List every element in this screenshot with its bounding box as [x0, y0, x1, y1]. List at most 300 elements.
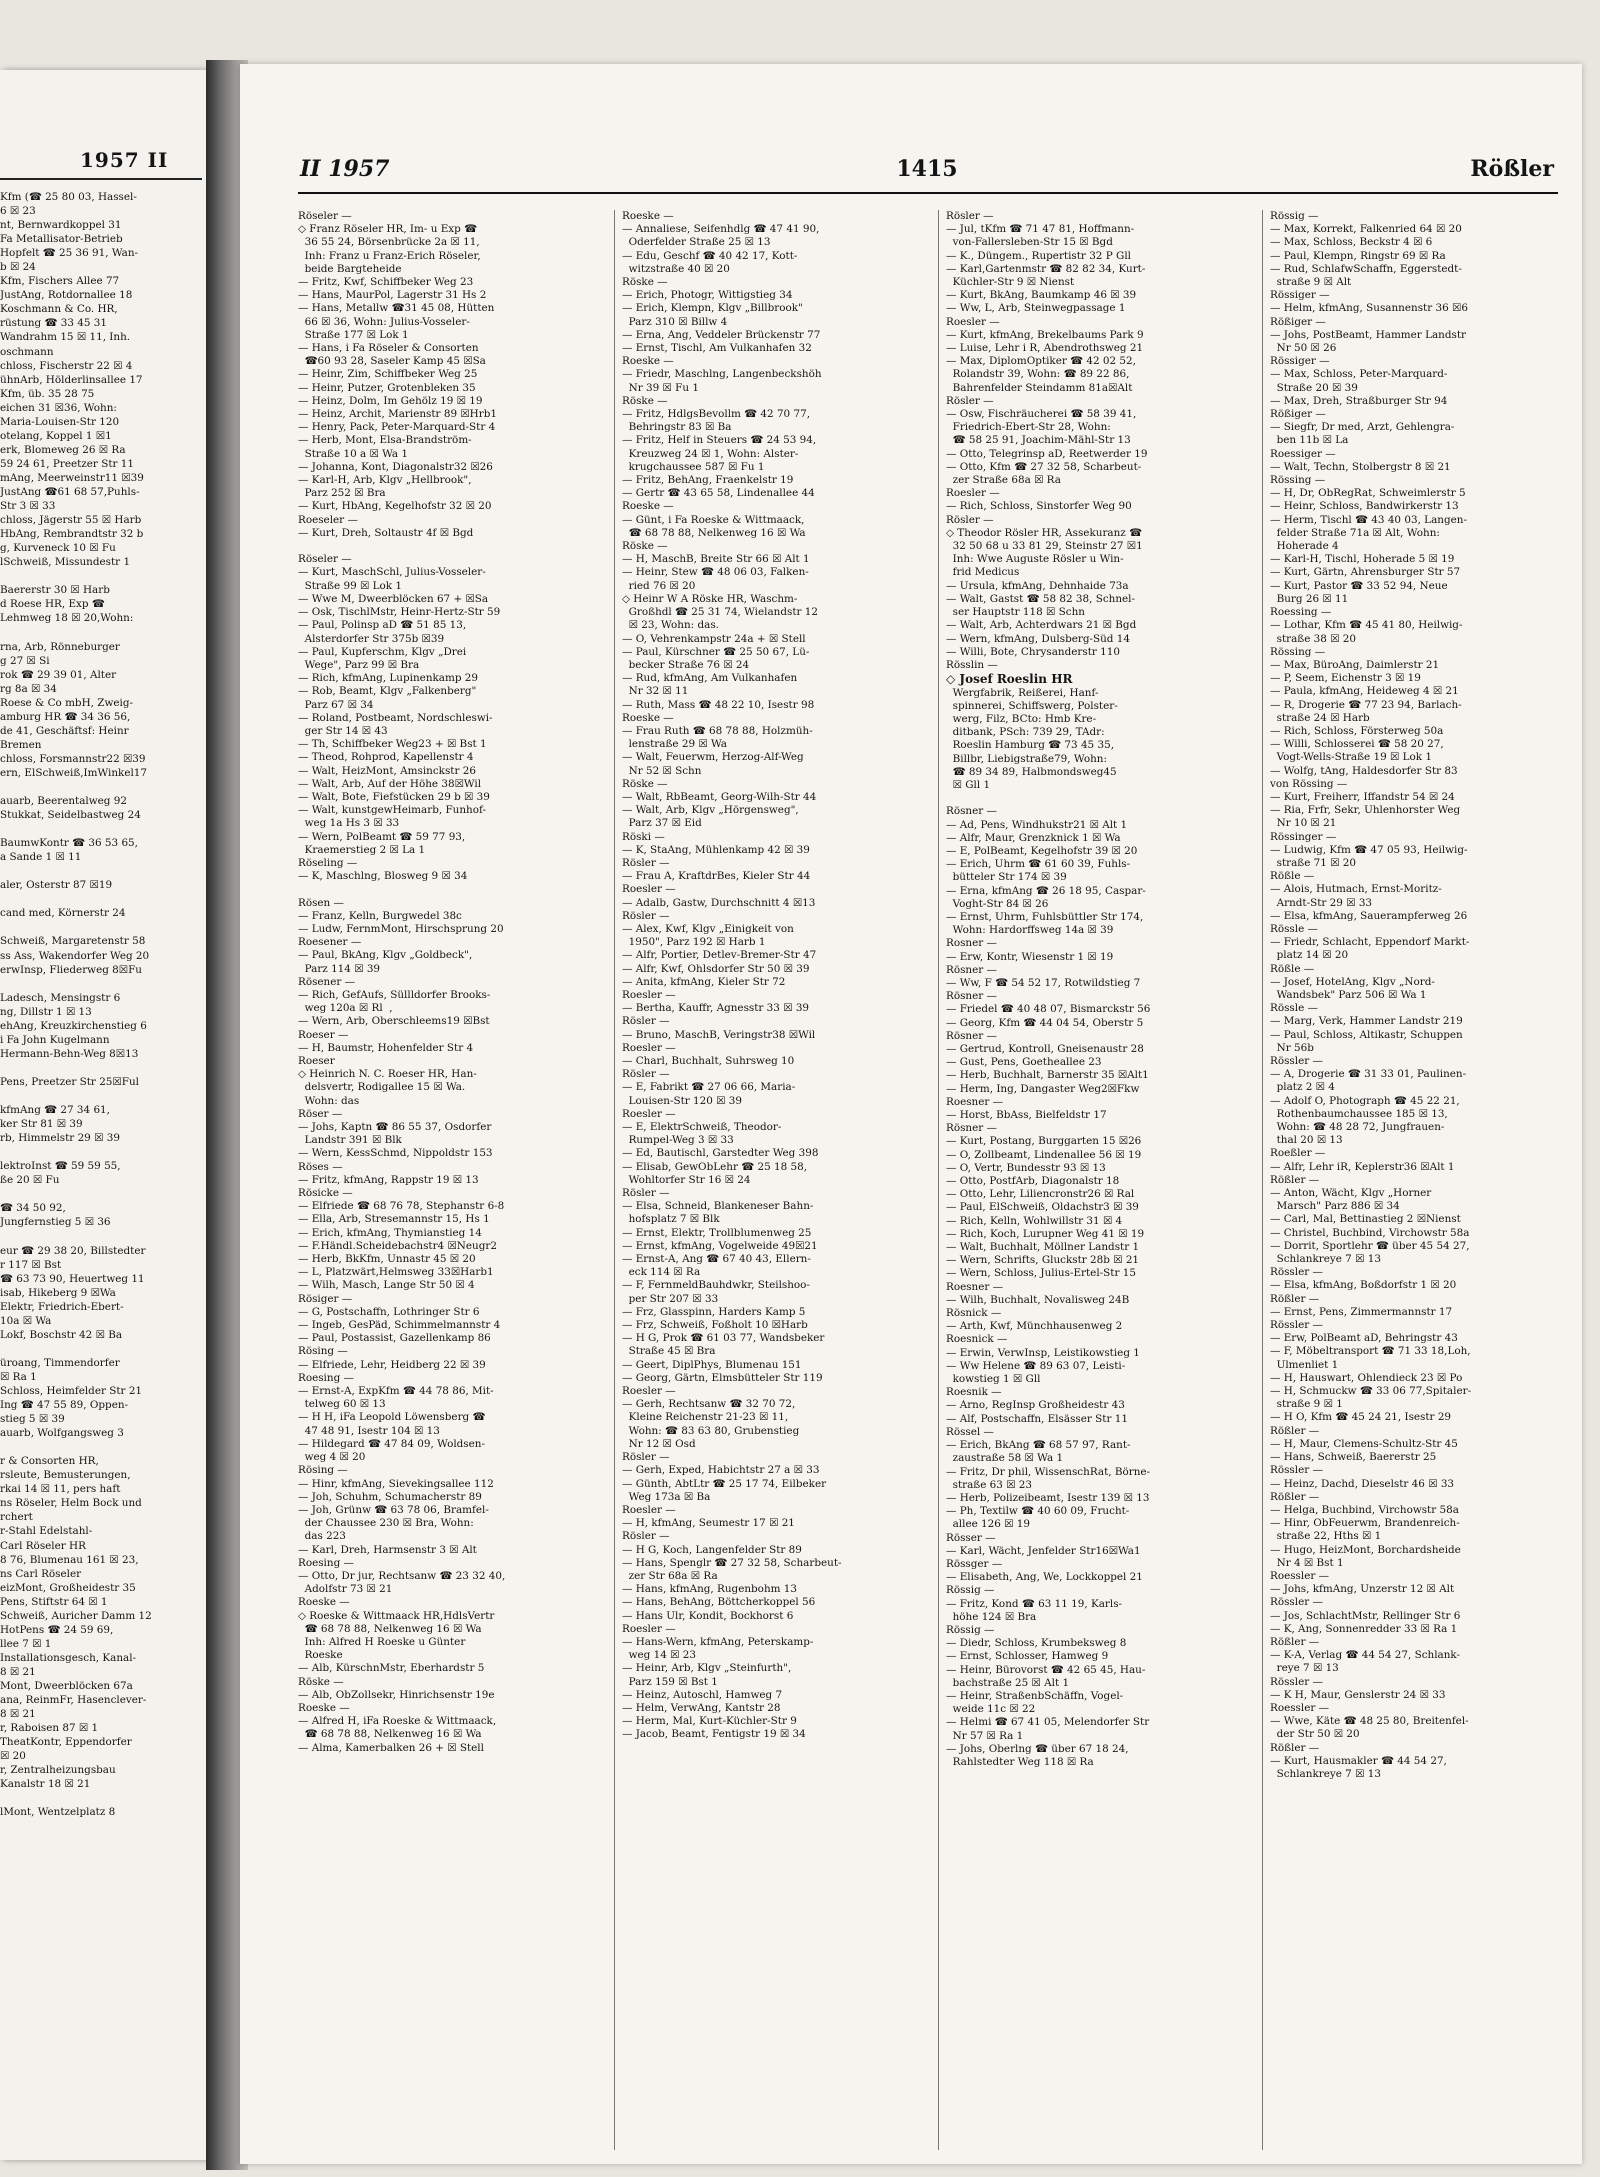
directory-entry-line: ns Carl Röseler: [0, 1567, 82, 1580]
directory-entry-line: Rösler —: [946, 210, 994, 222]
directory-entry-line: — Johs, kfmAng, Unzerstr 12 ☒ Alt: [1270, 1583, 1455, 1596]
directory-entry-line: mAng, Meerweinstr11 ☒39: [0, 471, 144, 484]
directory-entry-line: Roeske —: [622, 210, 674, 222]
directory-entry-line: ser Hauptstr 118 ☒ Schn: [946, 606, 1085, 619]
directory-entry-line: — Charl, Buchhalt, Suhrsweg 10: [622, 1055, 795, 1067]
directory-entry-line: — Wern, Schrifts, Gluckstr 28b ☒ 21: [946, 1254, 1140, 1267]
directory-entry-line: — Walt, Buchhalt, Möllner Landstr 1: [946, 1241, 1140, 1254]
directory-entry-line: Roeslin Hamburg ☎ 73 45 35,: [946, 739, 1115, 752]
directory-entry-line: Kanalstr 18 ☒ 21: [0, 1778, 91, 1791]
directory-entry-line: — Paul, Polinsp aD ☎ 51 85 13,: [298, 619, 467, 632]
directory-entry-line: — Jacob, Beamt, Fentigstr 19 ☒ 34: [622, 1728, 806, 1741]
directory-entry-line: Rößle —: [1270, 870, 1315, 883]
directory-entry-line: rüstung ☎ 33 45 31: [0, 317, 108, 330]
directory-entry-line: Rösler —: [946, 394, 994, 407]
directory-entry-line: Roesing —: [298, 1371, 354, 1384]
directory-entry-line: lMont, Wentzelplatz 8: [0, 1806, 116, 1819]
directory-entry-line: Roessiger —: [1270, 447, 1336, 460]
directory-entry-line: — Kurt, Postang, Burggarten 15 ☒26: [946, 1135, 1142, 1148]
directory-entry-line: — Ernst, Pens, Zimmermannstr 17: [1270, 1305, 1453, 1318]
directory-entry-line: Roesler —: [622, 1041, 676, 1054]
directory-entry-line: Rösler —: [622, 1530, 670, 1543]
directory-entry-line: — Herb, Mont, Elsa-Brandström-: [298, 434, 472, 447]
directory-entry-line: [946, 792, 1254, 805]
directory-entry-line: — Johanna, Kont, Diagonalstr32 ☒26: [298, 460, 493, 473]
directory-entry-line: — Johs, Oberlng ☎ über 67 18 24,: [946, 1742, 1129, 1755]
directory-entry-line: Rösler —: [622, 909, 670, 922]
directory-entry-line: Rössler —: [1270, 1464, 1323, 1477]
column-divider: [938, 210, 939, 2150]
directory-entry-line: Rösner —: [946, 1029, 997, 1042]
directory-entry-line: — Hans-Wern, kfmAng, Peterskamp-: [622, 1635, 814, 1648]
directory-entry-line: weide 11c ☒ 22: [946, 1703, 1036, 1716]
directory-entry-line: Nr 32 ☒ 11: [622, 685, 689, 698]
directory-entry-line: — Willi, Bote, Chrysanderstr 110: [946, 645, 1120, 658]
page-number: 1415: [896, 156, 958, 182]
directory-entry-line: — Rich, Schloss, Sinstorfer Weg 90: [946, 500, 1132, 513]
directory-entry-line: der Str 50 ☒ 20: [1270, 1728, 1360, 1741]
directory-entry-line: — Kurt, MaschSchl, Julius-Vosseler-: [298, 566, 486, 579]
directory-entry-line: — Wwe, Käte ☎ 48 25 80, Breitenfel-: [1270, 1715, 1469, 1728]
directory-entry-line: Alsterdorfer Str 375b ☒39: [298, 632, 445, 645]
directory-entry-line: — Karl, Dreh, Harmsenstr 3 ☒ Alt: [298, 1543, 477, 1556]
directory-entry-line: von Rössing —: [1270, 777, 1348, 790]
directory-entry-line: — Rob, Beamt, Klgv „Falkenberg": [298, 685, 477, 698]
directory-entry-line: — Josef, HotelAng, Klgv „Nord-: [1270, 975, 1435, 988]
directory-entry-line: Nr 57 ☒ Ra 1: [946, 1729, 1024, 1742]
directory-entry-line: ☒ 23, Wohn: das.: [622, 619, 719, 632]
directory-entry-line: platz 2 ☒ 4: [1270, 1081, 1335, 1094]
directory-entry-line: — Erich, kfmAng, Thymianstieg 14: [298, 1226, 482, 1239]
directory-entry-line: — Johs, PostBeamt, Hammer Landstr: [1270, 328, 1466, 341]
directory-entry-line: — Heinr, Zim, Schiffbeker Weg 25: [298, 368, 478, 381]
directory-entry-line: — Ernst, Schlosser, Hamweg 9: [946, 1650, 1109, 1663]
directory-entry-line: Rössler —: [1270, 1319, 1323, 1332]
directory-entry-line: Baererstr 30 ☒ Harb: [0, 584, 110, 597]
directory-entry-line: Wohn: ☎ 48 28 72, Jungfrauen-: [1270, 1121, 1445, 1134]
directory-entry-line: Rößle —: [1270, 962, 1315, 975]
directory-entry-line: — Heinz, Autoschl, Hamweg 7: [622, 1688, 783, 1701]
directory-entry-line: Rößler —: [1270, 1173, 1320, 1186]
directory-entry-line: rsleute, Bemusterungen,: [0, 1469, 131, 1482]
directory-entry-line: [0, 1187, 210, 1201]
directory-entry-line: — Heinz, Dolm, Im Gehölz 19 ☒ 19: [298, 394, 483, 407]
directory-entry-line: Röski —: [622, 830, 665, 843]
directory-entry-line: — Erich, Photogr, Wittigstieg 34: [622, 289, 793, 302]
directory-entry-line: Rösser —: [946, 1531, 996, 1544]
directory-entry-line: — Christel, Buchbind, Virchowstr 58a: [1270, 1226, 1470, 1239]
directory-entry-line: — Luise, Lehr i R, Abendrothsweg 21: [946, 342, 1144, 355]
directory-entry-line: hofsplatz 7 ☒ Blk: [622, 1213, 720, 1226]
directory-entry-line: Adolfstr 73 ☒ 21: [298, 1583, 393, 1596]
directory-entry-line: — Paula, kfmAng, Heideweg 4 ☒ 21: [1270, 685, 1459, 698]
directory-entry-line: de 41, Geschäftsf: Heinr: [0, 724, 129, 737]
directory-entry-line: — H, Dr, ObRegRat, Schweimlerstr 5: [1270, 487, 1466, 500]
directory-entry-line: der Chaussee 230 ☒ Bra, Wohn:: [298, 1517, 474, 1530]
directory-entry-line: — F.Händl.Scheidebachstr4 ☒Neugr2: [298, 1239, 497, 1252]
directory-entry-line: weg 1a Hs 3 ☒ 33: [298, 817, 400, 830]
directory-entry-line: üroang, Timmendorfer: [0, 1356, 120, 1369]
directory-entry-line: Rößler —: [1270, 1635, 1320, 1648]
directory-entry-line: ried 76 ☒ 20: [622, 579, 696, 592]
directory-entry-line: — Kurt, Gärtn, Ahrensburger Str 57: [1270, 566, 1461, 579]
directory-entry-line: Rößler —: [1270, 1292, 1320, 1305]
directory-entry-line: Vogt-Wells-Straße 19 ☒ Lok 1: [1270, 751, 1433, 764]
directory-entry-line: — Horst, BbAss, Bielfeldstr 17: [946, 1109, 1107, 1122]
directory-entry-line: — Arno, RegInsp Großheidestr 43: [946, 1399, 1125, 1412]
directory-entry-line: telweg 60 ☒ 13: [298, 1398, 386, 1411]
directory-entry-line: — L, Platzwärt,Helmsweg 33☒Harb1: [298, 1266, 494, 1279]
directory-entry-line: Rössler —: [1270, 1596, 1323, 1609]
directory-entry-line: — K-A, Verlag ☎ 44 54 27, Schlank-: [1270, 1649, 1461, 1662]
directory-entry-line: Roesler —: [622, 1385, 676, 1398]
directory-entry-line: — P, Seem, Eichenstr 3 ☒ 19: [1270, 672, 1421, 685]
directory-entry-line: — O, Zollbeamt, Lindenallee 56 ☒ 19: [946, 1148, 1142, 1161]
directory-entry-line: — Joh, Grünw ☎ 63 78 06, Bramfel-: [298, 1503, 489, 1516]
directory-entry-line: g 27 ☒ Si: [0, 654, 50, 667]
directory-entry-line: Rössig —: [946, 1584, 995, 1597]
directory-entry-line: straße 24 ☒ Harb: [1270, 711, 1370, 724]
directory-entry-line: — Alma, Kamerbalken 26 + ☒ Stell: [298, 1741, 484, 1754]
directory-entry-line: ◇ Roeske & Wittmaack HR,HdlsVertr: [298, 1609, 495, 1622]
directory-entry-line: witzstraße 40 ☒ 20: [622, 262, 730, 275]
column-4: [1270, 210, 1578, 2150]
directory-entry-line: r, Raboisen 87 ☒ 1: [0, 1722, 99, 1735]
directory-entry-line: weg 4 ☒ 20: [298, 1451, 366, 1464]
directory-entry-line: — Kurt, BkAng, Baumkamp 46 ☒ 39: [946, 289, 1137, 302]
directory-entry-line: — Gerh, Exped, Habichtstr 27 a ☒ 33: [622, 1464, 820, 1477]
directory-entry-line: zer Straße 68a ☒ Ra: [946, 474, 1061, 487]
directory-entry-line: — Erich, Uhrm ☎ 61 60 39, Fuhls-: [946, 858, 1131, 871]
directory-entry-line: Nr 12 ☒ Osd: [622, 1437, 696, 1450]
directory-entry-line: — Walt, kunstgewHeimarb, Funhof-: [298, 804, 486, 817]
directory-entry-line: Oderfelder Straße 25 ☒ 13: [622, 236, 771, 249]
directory-entry-line: ☎ 68 78 88, Nelkenweg 16 ☒ Wa: [298, 1622, 482, 1635]
directory-entry-line: — Ingeb, GesPäd, Schimmelmannstr 4: [298, 1319, 501, 1332]
directory-entry-line: amburg HR ☎ 34 36 56,: [0, 710, 131, 723]
directory-entry-line: Rösnick —: [946, 1307, 1002, 1320]
directory-entry-line: Rößiger —: [1270, 315, 1326, 328]
directory-entry-line: — Heinr, Stew ☎ 48 06 03, Falken-: [622, 566, 809, 579]
directory-entry-line: Roessing —: [1270, 606, 1332, 619]
directory-entry-line: ße 20 ☒ Fu: [0, 1174, 60, 1187]
directory-entry-line: — Heinr, Putzer, Grotenbleken 35: [298, 381, 476, 394]
directory-entry-line: JustAng ☎61 68 57,Puhls-: [0, 485, 140, 498]
directory-entry-line: — Helmi ☎ 67 41 05, Melendorfer Str: [946, 1716, 1150, 1729]
directory-entry-line: — K, StaAng, Mühlenkamp 42 ☒ 39: [622, 843, 810, 856]
directory-entry-line: Rössiger —: [1270, 289, 1330, 302]
directory-entry-line: — Elfriede ☎ 68 76 78, Stephanstr 6-8: [298, 1200, 505, 1213]
directory-entry-line: — Herb, Polizeibeamt, Isestr 139 ☒ 13: [946, 1491, 1150, 1504]
directory-entry-line: — E, Fabrikt ☎ 27 06 66, Maria-: [622, 1081, 796, 1094]
directory-entry-line: — Ruth, Mass ☎ 48 22 10, Isestr 98: [622, 698, 815, 711]
directory-entry-line: — R, Drogerie ☎ 77 23 94, Barlach-: [1270, 698, 1462, 711]
directory-entry-line: stieg 5 ☒ 39: [0, 1413, 65, 1426]
directory-entry-line: Wege", Parz 99 ☒ Bra: [298, 658, 420, 671]
directory-entry-line: Röseler —: [298, 210, 352, 222]
directory-entry-line: — Otto, Kfm ☎ 27 32 58, Scharbeut-: [946, 460, 1142, 473]
column-divider: [614, 210, 615, 2150]
directory-entry-line: aler, Osterstr 87 ☒19: [0, 879, 113, 892]
directory-entry-line: Schlankreye 7 ☒ 13: [1270, 1253, 1381, 1266]
directory-entry-line: — Ernst, Elektr, Trollblumenweg 25: [622, 1226, 812, 1239]
directory-entry-line: — Diedr, Schloss, Krumbeksweg 8: [946, 1637, 1127, 1650]
directory-entry-line: straße 63 ☒ 23: [946, 1478, 1033, 1491]
directory-entry-line: Rolandstr 39, Wohn: ☎ 89 22 86,: [946, 368, 1130, 381]
directory-entry-line: — Max, Dreh, Straßburger Str 94: [1270, 394, 1448, 407]
directory-entry-line: — H G, Prok ☎ 61 03 77, Wandsbeker: [622, 1332, 825, 1345]
directory-entry-line: Roesler —: [622, 883, 676, 896]
directory-entry-line: rg 8a ☒ 34: [0, 682, 57, 695]
directory-entry-line: JustAng, Rotdornallee 18: [0, 289, 133, 302]
directory-entry-line: — Fritz, Dr phil, WissenschRat, Börne-: [946, 1465, 1151, 1478]
directory-entry-line: 32 50 68 u 33 81 29, Steinstr 27 ☒1: [946, 540, 1143, 553]
directory-entry-line: — Erw, Kontr, Wiesenstr 1 ☒ 19: [946, 950, 1114, 963]
directory-entry-line: — Rud, kfmAng, Am Vulkanhafen: [622, 672, 798, 685]
directory-entry-line: ◇ Heinrich N. C. Roeser HR, Han-: [298, 1068, 477, 1081]
directory-entry-line: [0, 1145, 210, 1159]
directory-entry-line: Rösner —: [946, 805, 997, 818]
directory-entry-line: Rösslin —: [946, 658, 998, 671]
directory-entry-line: — Ursula, kfmAng, Dehnhaide 73a: [946, 579, 1129, 592]
directory-entry-line: — Anton, Wächt, Klgv „Horner: [1270, 1187, 1432, 1200]
directory-entry-line: — Hans, Spenglr ☎ 27 32 58, Scharbeut-: [622, 1556, 842, 1569]
directory-entry-line: weg 120a ☒ Rl ,: [298, 1002, 393, 1015]
directory-entry-line: Jungfernstieg 5 ☒ 36: [0, 1216, 111, 1229]
directory-entry-line: — Ad, Pens, Windhukstr21 ☒ Alt 1: [946, 818, 1128, 831]
directory-entry-line: Ing ☎ 47 55 89, Oppen-: [0, 1399, 129, 1412]
directory-entry-line: ◇ Franz Röseler HR, Im- u Exp ☎: [298, 223, 478, 236]
directory-entry-line: — H G, Koch, Langenfelder Str 89: [622, 1543, 802, 1556]
directory-entry-line: Roesler —: [622, 1107, 676, 1120]
directory-entry-line: — Walt, Techn, Stolbergstr 8 ☒ 21: [1270, 460, 1451, 473]
directory-entry-line: Straße 99 ☒ Lok 1: [298, 579, 402, 592]
directory-entry-line: — Johs, Kaptn ☎ 86 55 37, Osdorfer: [298, 1121, 492, 1134]
directory-entry-line: — Elsa, kfmAng, Sauerampferweg 26: [1270, 909, 1468, 922]
directory-entry-line: ker Str 81 ☒ 39: [0, 1118, 83, 1131]
directory-entry-line: Rössel —: [946, 1425, 994, 1438]
directory-entry-line: Friedrich-Ebert-Str 28, Wohn:: [946, 421, 1111, 434]
directory-entry-line: rb, Himmelstr 29 ☒ 39: [0, 1132, 120, 1145]
directory-entry-line: — Kurt, Dreh, Soltaustr 4f ☒ Bgd: [298, 526, 474, 539]
directory-entry-line: — Wolfg, tAng, Haldesdorfer Str 83: [1270, 764, 1458, 777]
directory-entry-line: Rößiger —: [1270, 408, 1326, 421]
directory-entry-line: — Alb, KürschnMstr, Eberhardstr 5: [298, 1662, 485, 1675]
directory-entry-line: — O, Vehrenkampstr 24a + ☒ Stell: [622, 632, 806, 645]
directory-entry-line: Ladesch, Mensingstr 6: [0, 991, 121, 1004]
page-header: [300, 156, 1554, 188]
directory-entry-line: oschmann: [0, 345, 54, 358]
directory-entry-line: kfmAng ☎ 27 34 61,: [0, 1104, 110, 1117]
directory-entry-line: Kfm (☎ 25 80 03, Hassel-: [0, 191, 137, 203]
directory-entry-line: Rösiger —: [298, 1292, 353, 1305]
directory-entry-line: beide Bargteheide: [298, 262, 402, 275]
directory-entry-line: — H, Baumstr, Hohenfelder Str 4: [298, 1041, 474, 1054]
directory-entry-line: eizMont, Großheidestr 35: [0, 1581, 136, 1594]
left-page: [0, 70, 210, 2160]
directory-entry-line: TheatKontr, Eppendorfer: [0, 1736, 132, 1749]
directory-entry-line: — Heinr, Bürovorst ☎ 42 65 45, Hau-: [946, 1663, 1146, 1676]
directory-entry-line: — Walt, Bote, Fiefstücken 29 b ☒ 39: [298, 790, 490, 803]
directory-entry-line: Roesler —: [622, 1503, 676, 1516]
directory-entry-line: — Rud, SchlafwSchaffn, Eggerstedt-: [1270, 262, 1462, 275]
directory-entry-line: Wohltorfer Str 16 ☒ 24: [622, 1173, 751, 1186]
directory-entry-line: ben 11b ☒ La: [1270, 434, 1349, 447]
directory-entry-line: Rösler —: [622, 1187, 670, 1200]
directory-entry-line: — Fritz, HdlgsBevollm ☎ 42 70 77,: [622, 408, 811, 421]
directory-entry-line: — Paul, Postassist, Gazellenkamp 86: [298, 1332, 491, 1345]
directory-entry-line: — Elisab, GewObLehr ☎ 25 18 58,: [622, 1160, 808, 1173]
directory-entry-line: [0, 569, 210, 583]
directory-entry-line: ger Str 14 ☒ 43: [298, 724, 388, 737]
directory-entry-line: Wandrahm 15 ☒ 11, Inh.: [0, 331, 131, 344]
directory-entry-line: Parz 114 ☒ 39: [298, 962, 381, 975]
directory-entry-line: Roeske —: [622, 355, 674, 368]
directory-entry-line: — Wwe M, Dweerblöcken 67 + ☒Sa: [298, 592, 489, 605]
directory-entry-line: chloss, Fischerstr 22 ☒ 4: [0, 359, 133, 372]
directory-entry-line: Parz 159 ☒ Bst 1: [622, 1675, 718, 1688]
directory-entry-line: ☎ 58 25 91, Joachim-Mähl-Str 13: [946, 434, 1131, 447]
directory-entry-line: 10a ☒ Wa: [0, 1314, 52, 1327]
directory-entry-line: Roessler —: [1270, 1701, 1330, 1714]
directory-entry-line: lektroInst ☎ 59 59 55,: [0, 1160, 121, 1173]
directory-entry-line: — Max, Schloss, Peter-Marquard-: [1270, 368, 1448, 381]
column-1: [298, 210, 606, 2150]
directory-entry-line: — Ww Helene ☎ 89 63 07, Leisti-: [946, 1359, 1126, 1372]
directory-entry-line: — Kurt, Hausmakler ☎ 44 54 27,: [1270, 1754, 1447, 1767]
directory-entry-line: — Friedr, Schlacht, Eppendorf Markt-: [1270, 936, 1470, 949]
directory-entry-line: — Hans, BehAng, Böttcherkoppel 56: [622, 1596, 816, 1609]
directory-entry-line: — Gertr ☎ 43 65 58, Lindenallee 44: [622, 487, 815, 500]
directory-entry-line: — Herm, Ing, Dangaster Weg2☒Fkw: [946, 1082, 1140, 1095]
directory-entry-line: Ulmenliet 1: [1270, 1358, 1339, 1371]
directory-entry-line: — Jul, tKfm ☎ 71 47 81, Hoffmann-: [946, 223, 1135, 236]
directory-entry-line: Röske —: [622, 540, 668, 553]
directory-entry-line: — Annaliese, Seifenhdlg ☎ 47 41 90,: [622, 223, 820, 236]
directory-entry-line: — Alfr, Kwf, Ohlsdorfer Str 50 ☒ 39: [622, 962, 810, 975]
directory-entry-line: Hermann-Behn-Weg 8☒13: [0, 1047, 139, 1060]
directory-entry-line: lenstraße 29 ☒ Wa: [622, 738, 727, 751]
directory-entry-line: werg, Filz, BCto: Hmb Kre-: [946, 712, 1097, 725]
directory-entry-line: — Hans Ulr, Kondit, Bockhorst 6: [622, 1609, 794, 1622]
directory-entry-line: — Helm, kfmAng, Susannenstr 36 ☒6: [1270, 302, 1468, 315]
directory-entry-line: felder Straße 71a ☒ Alt, Wohn:: [1270, 526, 1440, 539]
directory-entry-line: ss Ass, Wakendorfer Weg 20: [0, 949, 150, 962]
directory-entry-line: — Alfred H, iFa Roeske & Wittmaack,: [298, 1715, 497, 1728]
directory-entry-line: — E, ElektrSchweiß, Theodor-: [622, 1121, 782, 1134]
directory-entry-line: Rössing —: [1270, 474, 1326, 487]
directory-entry-line: — Osk, TischlMstr, Heinr-Hertz-Str 59: [298, 606, 501, 619]
directory-entry-line: Rössler —: [1270, 1055, 1323, 1067]
directory-entry-line: — Hinr, kfmAng, Sievekingsallee 112: [298, 1477, 494, 1490]
directory-entry-line: 6 ☒ 23: [0, 205, 36, 218]
directory-entry-line: Inh: Alfred H Roeske u Günter: [298, 1635, 466, 1648]
directory-entry-line: rkai 14 ☒ 11, pers haft: [0, 1483, 121, 1496]
directory-entry-line: Pens, Preetzer Str 25☒Ful: [0, 1075, 139, 1088]
directory-entry-line: Röseler —: [298, 553, 352, 566]
directory-entry-line: — H, kfmAng, Seumestr 17 ☒ 21: [622, 1517, 795, 1530]
directory-entry-line: Parz 310 ☒ Billw 4: [622, 315, 728, 328]
directory-entry-line: — Kurt, Freiherr, Iffandstr 54 ☒ 24: [1270, 790, 1455, 803]
directory-entry-line: Rößler —: [1270, 1490, 1320, 1503]
directory-entry-line: Rothenbaumchaussee 185 ☒ 13,: [1270, 1107, 1448, 1120]
directory-entry-line: — Heinz, Archit, Marienstr 89 ☒Hrb1: [298, 408, 497, 421]
directory-entry-line: — Adolf O, Photograph ☎ 45 22 21,: [1270, 1094, 1460, 1107]
directory-entry-line: Inh: Wwe Auguste Rösler u Win-: [946, 553, 1124, 566]
directory-entry-line: auarb, Beerentalweg 92: [0, 795, 127, 808]
directory-entry-line: — Paul, Kupferschm, Klgv „Drei: [298, 645, 467, 658]
directory-entry-line: Roeske —: [622, 711, 674, 724]
directory-entry-line: r-Stahl Edelstahl-: [0, 1525, 93, 1538]
directory-entry-line: Röske —: [622, 394, 668, 407]
directory-entry-line: — Paul, Schloss, Altikastr, Schuppen: [1270, 1028, 1463, 1041]
directory-entry-line: — Wern, Arb, Oberschleems19 ☒Bst: [298, 1015, 490, 1028]
directory-entry-line: Roeßler —: [1270, 1147, 1326, 1160]
directory-entry-line: — Erna, Ang, Veddeler Brückenstr 77: [622, 328, 821, 341]
directory-entry-line: Rosner —: [946, 937, 997, 950]
directory-entry-line: Behringstr 83 ☒ Ba: [622, 421, 732, 434]
directory-entry-line: Rösner —: [946, 963, 997, 976]
directory-entry-line: Rössler —: [1270, 1675, 1323, 1688]
directory-entry-line: — Alois, Hutmach, Ernst-Moritz-: [1270, 883, 1442, 896]
directory-entry-line: thal 20 ☒ 13: [1270, 1134, 1343, 1147]
directory-entry-line: — Ernst, Uhrm, Fuhlsbüttler Str 174,: [946, 910, 1144, 923]
directory-entry-line: Kfm, Fischers Allee 77: [0, 275, 120, 288]
directory-entry-line: — Walt, Arb, Auf der Höhe 38☒Wil: [298, 777, 482, 790]
directory-entry-line: — Ernst-A, ExpKfm ☎ 44 78 86, Mit-: [298, 1385, 494, 1398]
directory-entry-line: — Kurt, HbAng, Kegelhofstr 32 ☒ 20: [298, 500, 492, 513]
directory-entry-line: ☒ 20: [0, 1750, 26, 1763]
directory-entry-line: [0, 1061, 210, 1075]
directory-entry-line: Rössger —: [946, 1557, 1003, 1570]
directory-entry-line: — Ww, L, Arb, Steinwegpassage 1: [946, 302, 1126, 315]
directory-entry-line: Küchler-Str 9 ☒ Nienst: [946, 276, 1075, 289]
directory-entry-line: — Fritz, kfmAng, Rappstr 19 ☒ 13: [298, 1173, 479, 1186]
directory-entry-line: Rösing —: [298, 1345, 348, 1358]
directory-entry-line: [0, 1791, 210, 1805]
directory-entry-line: Wohn: Hardorffsweg 14a ☒ 39: [946, 924, 1114, 937]
directory-entry-line: Wergfabrik, Reißerei, Hanf-: [946, 686, 1099, 699]
directory-entry-line: — Jos, SchlachtMstr, Rellinger Str 6: [1270, 1609, 1461, 1622]
directory-entry-line: — Ludw, FernmMont, Hirschsprung 20: [298, 922, 504, 935]
directory-entry-line: Rösler —: [946, 513, 994, 526]
directory-entry-line: — Erna, kfmAng ☎ 26 18 95, Caspar-: [946, 884, 1146, 897]
directory-entry-line: — Erich, Klempn, Klgv „Billbrook": [622, 302, 803, 315]
directory-entry-line: — H, Schmuckw ☎ 33 06 77,Spitaler-: [1270, 1385, 1472, 1398]
directory-entry-line: rchert: [0, 1511, 33, 1524]
directory-entry-line: Nr 52 ☒ Schn: [622, 764, 702, 777]
directory-entry-line: Pens, Stiftstr 64 ☒ 1: [0, 1595, 108, 1608]
directory-entry-line: Rösner —: [946, 990, 997, 1003]
directory-entry-line: Roesler —: [622, 988, 676, 1001]
directory-entry-line: Wohn: ☎ 83 63 80, Grubenstieg: [622, 1424, 800, 1437]
left-page-rule: [0, 178, 202, 180]
directory-entry-line: — Paul, BkAng, Klgv „Goldbeck",: [298, 949, 473, 962]
directory-entry-line: [298, 883, 606, 896]
directory-entry-line: g, Kurveneck 10 ☒ Fu: [0, 542, 116, 555]
directory-entry-line: [0, 1342, 210, 1356]
directory-entry-line: — Henry, Pack, Peter-Marquard-Str 4: [298, 421, 496, 434]
header-year: II 1957: [300, 156, 390, 182]
directory-entry-line: straße 38 ☒ 20: [1270, 632, 1357, 645]
directory-entry-line: — Rich, Koch, Lurupner Weg 41 ☒ 19: [946, 1227, 1145, 1240]
directory-entry-line: r & Consorten HR,: [0, 1455, 99, 1468]
directory-entry-line: — Fritz, BehAng, Fraenkelstr 19: [622, 474, 794, 487]
directory-entry-line: Carl Röseler HR: [0, 1539, 86, 1552]
directory-entry-line: ◇ Josef Roeslin HR: [946, 672, 1073, 687]
directory-entry-line: Burg 26 ☒ 11: [1270, 592, 1349, 605]
directory-entry-line: 1950", Parz 192 ☒ Harb 1: [622, 936, 766, 949]
